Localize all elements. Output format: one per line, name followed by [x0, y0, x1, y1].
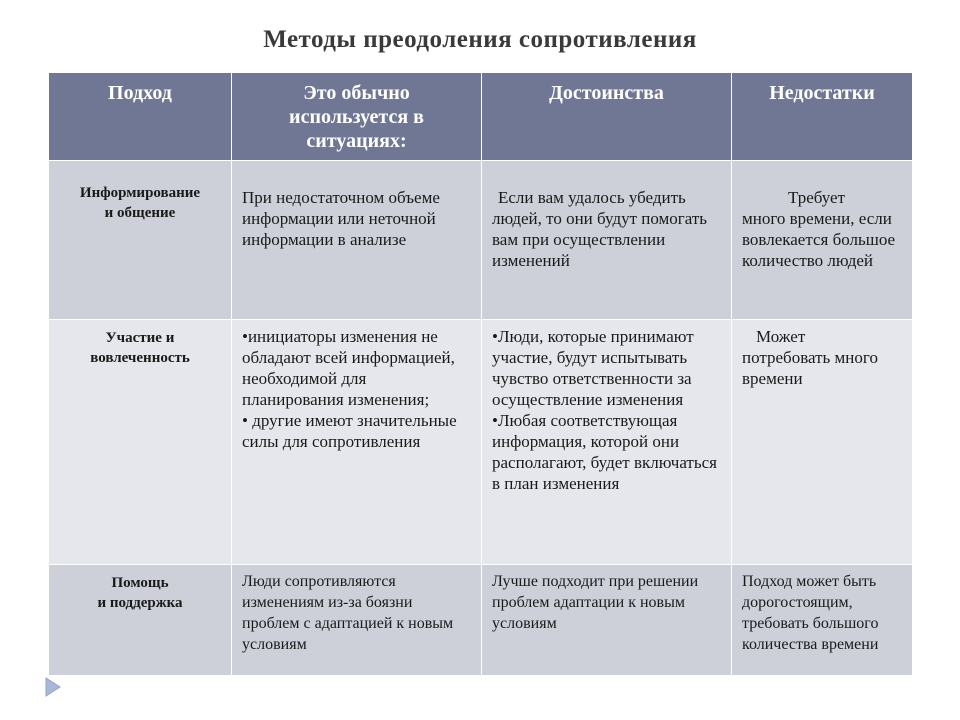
advantages-cell: [482, 320, 732, 565]
situations-cell: [232, 161, 482, 320]
header-situations: Это обычно используется в ситуациях:: [232, 73, 482, 161]
approach-cell: [49, 320, 232, 565]
approach-line: и поддержка: [97, 595, 183, 611]
situations-bullet: •инициаторы изменения не обладают всей информацией, необходимой для планирования изменения;: [242, 327, 455, 409]
approach-cell: [49, 161, 232, 320]
header-approach: Подход: [49, 73, 232, 161]
header-disadvantages: Недостатки: [732, 73, 913, 161]
situations-cell: [232, 320, 482, 565]
disadvantages-cell: [732, 161, 913, 320]
advantages-text: Лучше подходит при решении проблем адаптации к новым условиям: [492, 573, 699, 632]
disadvantages-text: Подход может быть дорогостоящим, требовать большого количества времени: [742, 573, 879, 653]
situations-bullet: • другие имеют значительные силы для сопротивления: [242, 411, 457, 451]
header-advantages: Достоинства: [482, 73, 732, 161]
advantages-bullet: •Любая соответствующая информация, которой они располагают, будет включаться в план изменения: [492, 411, 717, 493]
page-title: Методы преодоления сопротивления: [263, 26, 697, 53]
table-row: [49, 161, 913, 320]
approach-line: и общение: [104, 205, 176, 221]
disadvantages-cell: [732, 565, 913, 676]
disadvantages-rest: много времени, если вовлекается большое количество людей: [742, 209, 896, 270]
disadvantages-first: Требует: [788, 188, 846, 207]
advantages-text: Если вам удалось убедить людей, то они будут помогать вам при осуществлении изменений: [492, 188, 708, 270]
approach-cell: [49, 565, 232, 676]
methods-table: [48, 72, 913, 676]
situations-text: При недостаточном объеме информации или неточной информации в анализе: [242, 188, 440, 249]
table-row: [49, 320, 913, 565]
table-row: [49, 565, 913, 676]
advantages-bullet: •Люди, которые принимают участие, будут испытывать чувство ответственности за осуществление изменения: [492, 327, 694, 409]
play-triangle-icon[interactable]: [44, 676, 62, 698]
approach-line: вовлеченность: [90, 350, 190, 366]
disadvantages-first: Может: [756, 327, 806, 346]
advantages-cell: [482, 565, 732, 676]
approach-line: Участие и: [105, 330, 175, 346]
play-triangle-icon-svg: [44, 676, 62, 698]
situations-text: Люди сопротивляются изменениям из-за боязни проблем с адаптацией к новым условиям: [242, 573, 454, 653]
advantages-cell: [482, 161, 732, 320]
approach-line: Информирование: [79, 185, 201, 201]
disadvantages-rest: потребовать много времени: [742, 348, 878, 388]
header-row: [49, 73, 913, 161]
situations-cell: [232, 565, 482, 676]
disadvantages-cell: [732, 320, 913, 565]
approach-line: Помощь: [111, 575, 169, 591]
